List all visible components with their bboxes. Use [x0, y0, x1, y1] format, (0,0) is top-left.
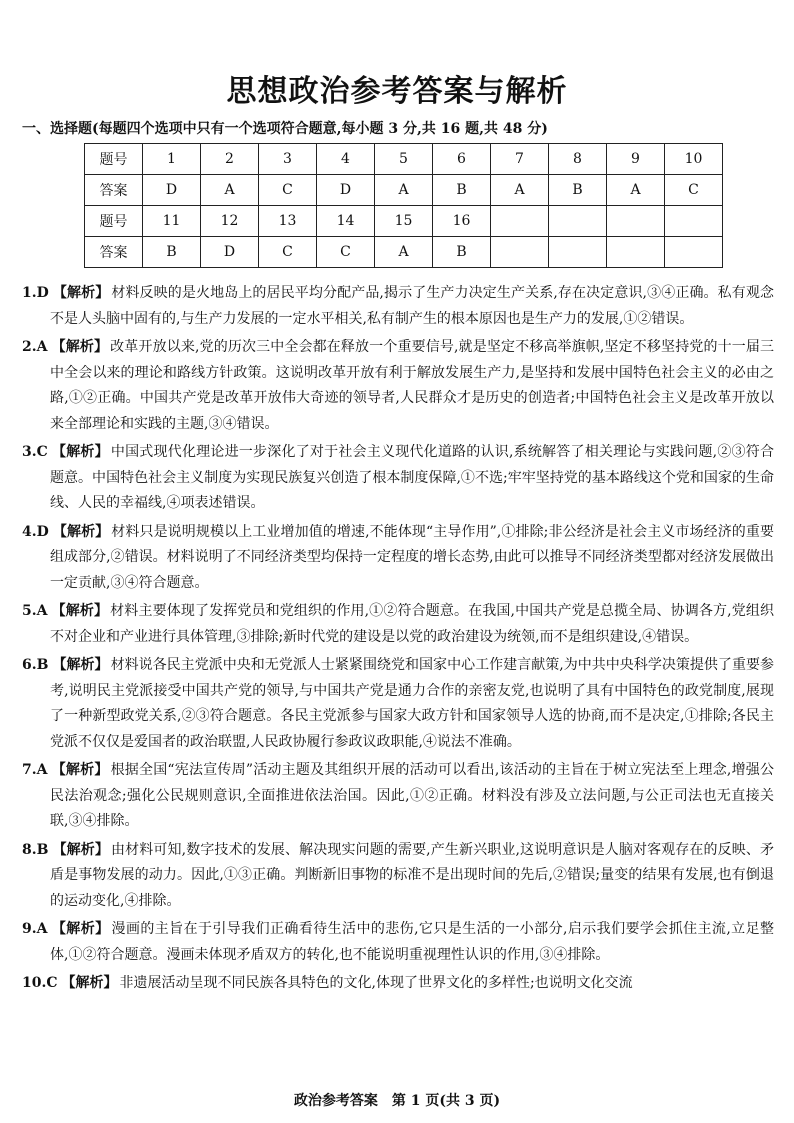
section-heading: 一、选择题(每题四个选项中只有一个选项符合题意,每小题 3 分,共 16 题,共 48 分)	[22, 121, 548, 137]
table-row	[85, 175, 723, 206]
explanation-text: 材料主要体现了发挥党员和党组织的作用,①②符合题意。在我国,中国共产党是总揽全局、协调各方,党组织不对企业和产业进行具体管理,③排除;新时代党的建设是以党的政治建设为统领,而不是组织建设,④错误。	[50, 603, 775, 645]
explanation-text: 材料反映的是火地岛上的居民平均分配产品,揭示了生产力决定生产关系,存在决定意识,③④正确。私有观念不是人头脑中固有的,与生产力发展的一定水平相关,私有制产生的根本原因也是生产力的发展,①②错误。	[50, 285, 774, 327]
page-title: 思想政治参考答案与解析	[226, 74, 568, 109]
page-footer: 政治参考答案 第 1 页(共 3 页)	[293, 1093, 501, 1109]
table-cell: A	[491, 175, 549, 206]
answer-explanation	[22, 971, 774, 997]
table-cell: B	[549, 175, 607, 206]
table-cell: 12	[201, 206, 259, 237]
table-cell: A	[375, 237, 433, 268]
question-answer: 9.A	[22, 921, 48, 937]
question-answer: 8.B	[22, 841, 49, 858]
answer-explanation	[22, 599, 774, 650]
table-row-header: 答案	[85, 175, 143, 206]
table-cell: C	[259, 175, 317, 206]
table-cell: 6	[433, 144, 491, 175]
table-cell: 1	[143, 144, 201, 175]
explanation-text: 材料说各民主党派中央和无党派人士紧紧围绕党和国家中心工作建言献策,为中共中央科学决策提供了重要参考,说明民主党派接受中国共产党的领导,与中国共产党是通力合作的亲密友党,也说明了具有中国特色的政党制度,展现了一种新型政党关系,②③符合题意。各民主党派参与国家大政方针和国家领导人选的协商,而不是决定,①排除;各民主党派不仅仅是爱国者的政治联盟,人民政协履行参政议政职能,④说法不准确。	[50, 657, 774, 750]
table-cell: C	[259, 237, 317, 268]
explanations	[22, 281, 774, 1000]
analysis-tag: 【解析】	[51, 603, 109, 619]
table-cell	[665, 237, 723, 268]
table-cell	[607, 206, 665, 237]
question-answer: 1.D	[22, 285, 49, 301]
table-row-header: 题号	[85, 206, 143, 237]
table-cell: 2	[201, 144, 259, 175]
table-cell: A	[607, 175, 665, 206]
question-answer: 6.B	[22, 657, 49, 673]
table-cell	[607, 237, 665, 268]
table-cell	[549, 237, 607, 268]
table-row	[85, 144, 723, 175]
analysis-tag: 【解析】	[52, 285, 110, 301]
table-cell: 13	[259, 206, 317, 237]
table-cell	[549, 206, 607, 237]
explanation-text: 改革开放以来,党的历次三中全会都在释放一个重要信号,就是坚定不移高举旗帜,坚定不移坚持党的十一届三中全会以来的理论和路线方针政策。这说明改革开放有利于解放发展生产力,是坚持和发展中国特色社会主义的必由之路,①②正确。中国共产党是改革开放伟大奇迹的领导者,人民群众才是历史的创造者;中国特色社会主义是改革开放以来全部理论和实践的主题,③④错误。	[50, 339, 775, 432]
table-cell	[491, 206, 549, 237]
table-cell: A	[375, 175, 433, 206]
question-answer: 3.C	[22, 444, 48, 460]
answer-table	[84, 143, 723, 268]
table-cell: 10	[665, 144, 723, 175]
explanation-text: 根据全国“宪法宣传周”活动主题及其组织开展的活动可以看出,该活动的主旨在于树立宪法至上理念,增强公民法治观念;强化公民规则意识,全面推进依法治国。因此,①②正确。材料没有涉及立法问题,与公正司法也无直接关联,③④排除。	[50, 762, 775, 829]
explanation-text: 由材料可知,数字技术的发展、解决现实问题的需要,产生新兴职业,这说明意识是人脑对客观存在的反映、矛盾是事物发展的动力。因此,①③正确。判断新旧事物的标准不是出现时间的先后,②错误;量变的结果有发展,也有倒退的运动变化,④排除。	[50, 841, 774, 909]
table-row-header: 题号	[85, 144, 143, 175]
analysis-tag: 【解析】	[51, 921, 110, 937]
table-row	[85, 237, 723, 268]
table-cell: 8	[549, 144, 607, 175]
analysis-tag: 【解析】	[51, 339, 109, 355]
answer-explanation	[22, 917, 774, 968]
table-cell: 3	[259, 144, 317, 175]
table-cell: 15	[375, 206, 433, 237]
table-cell: 9	[607, 144, 665, 175]
analysis-tag: 【解析】	[52, 657, 109, 673]
table-cell: D	[143, 175, 201, 206]
explanation-text: 中国式现代化理论进一步深化了对于社会主义现代化道路的认识,系统解答了相关理论与实践问题,②③符合题意。中国特色社会主义制度为实现民族复兴创造了根本制度保障,①不选;牢牢坚持党的基本路线这个党和国家的生命线、人民的幸福线,④项表述错误。	[50, 444, 774, 511]
explanation-text: 非遗展活动呈现不同民族各具特色的文化,体现了世界文化的多样性;也说明文化交流	[119, 975, 633, 991]
table-cell: 11	[143, 206, 201, 237]
table-cell: 4	[317, 144, 375, 175]
table-cell	[491, 237, 549, 268]
table-row	[85, 206, 723, 237]
answer-explanation	[22, 838, 774, 915]
analysis-tag: 【解析】	[51, 762, 109, 778]
analysis-tag: 【解析】	[52, 841, 110, 858]
answer-explanation	[22, 758, 774, 835]
table-cell: 7	[491, 144, 549, 175]
explanation-text: 漫画的主旨在于引导我们正确看待生活中的悲伤,它只是生活的一小部分,启示我们要学会抓住主流,立足整体,①②符合题意。漫画未体现矛盾双方的转化,也不能说明重视理性认识的作用,③④排除。	[50, 921, 775, 963]
answer-explanation	[22, 440, 774, 517]
analysis-tag: 【解析】	[51, 444, 109, 460]
table-cell: B	[143, 237, 201, 268]
table-cell: D	[317, 175, 375, 206]
table-cell: 5	[375, 144, 433, 175]
analysis-tag: 【解析】	[61, 975, 118, 991]
table-cell: 16	[433, 206, 491, 237]
explanation-text: 材料只是说明规模以上工业增加值的增速,不能体现“主导作用”,①排除;非公经济是社会主义市场经济的重要组成部分,②错误。材料说明了不同经济类型均保持一定程度的增长态势,由此可以推导不同经济类型都对经济发展做出一定贡献,③④符合题意。	[50, 523, 774, 591]
table-cell: 14	[317, 206, 375, 237]
question-answer: 7.A	[22, 762, 48, 778]
table-cell: B	[433, 175, 491, 206]
table-cell: C	[665, 175, 723, 206]
answer-explanation	[22, 520, 774, 597]
question-answer: 5.A	[22, 603, 48, 619]
question-answer: 4.D	[22, 523, 49, 540]
answer-explanation	[22, 653, 774, 755]
table-cell: D	[201, 237, 259, 268]
answer-explanation	[22, 335, 774, 437]
question-answer: 10.C	[22, 975, 58, 991]
table-cell: C	[317, 237, 375, 268]
table-cell	[665, 206, 723, 237]
table-cell: A	[201, 175, 259, 206]
table-cell: B	[433, 237, 491, 268]
answer-explanation	[22, 281, 774, 332]
table-row-header: 答案	[85, 237, 143, 268]
question-answer: 2.A	[22, 339, 48, 355]
analysis-tag: 【解析】	[52, 523, 110, 540]
